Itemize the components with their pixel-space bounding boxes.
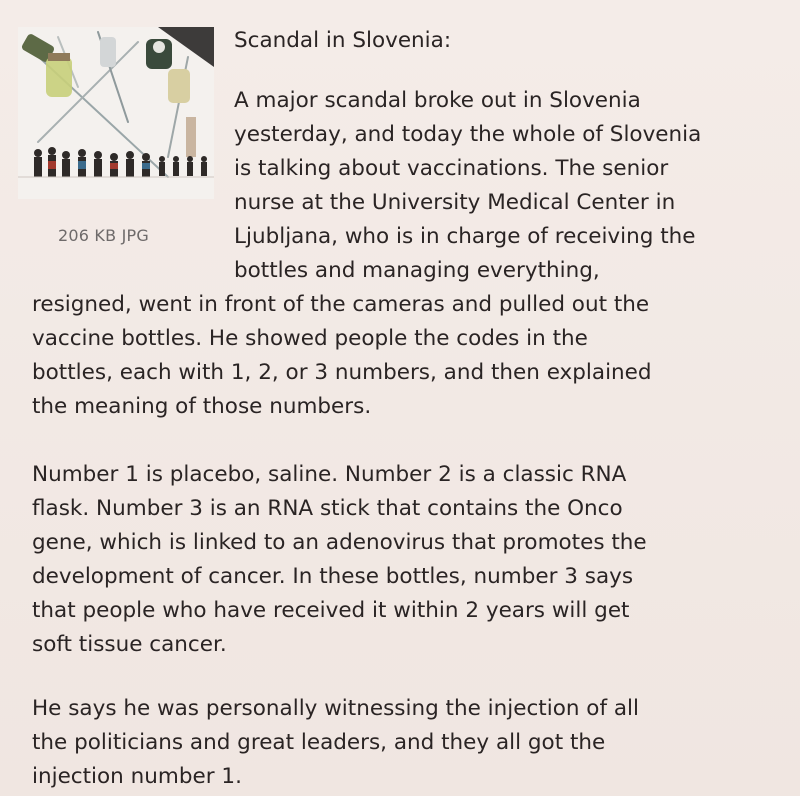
attachment-file-info[interactable]: 206 KB JPG (58, 226, 149, 245)
body-line: resigned, went in front of the cameras and pulled out the (32, 292, 650, 317)
body-line: that people who have received it within 2 years will get (32, 598, 630, 623)
body-line: is talking about vaccinations. The senior (234, 156, 669, 181)
body-line: nurse at the University Medical Center in (234, 190, 676, 215)
body-line: vaccine bottles. He showed people the codes in the (32, 326, 588, 351)
body-line: bottles, each with 1, 2, or 3 numbers, and then explained (32, 360, 652, 385)
body-line: gene, which is linked to an adenovirus that promotes the (32, 530, 647, 555)
vaccine-syringes-crowd-image (18, 27, 214, 199)
body-line: injection number 1. (32, 764, 242, 789)
body-line: Ljubljana, who is in charge of receiving the (234, 224, 696, 249)
body-line: Number 1 is placebo, saline. Number 2 is a classic RNA (32, 462, 627, 487)
body-line: the meaning of those numbers. (32, 394, 372, 419)
body-line: He says he was personally witnessing the injection of all (32, 696, 639, 721)
body-line: flask. Number 3 is an RNA stick that contains the Onco (32, 496, 623, 521)
attachment-thumbnail[interactable] (18, 27, 214, 199)
body-line: development of cancer. In these bottles, number 3 says (32, 564, 634, 589)
post-title: Scandal in Slovenia: (234, 28, 452, 53)
body-line: A major scandal broke out in Slovenia (234, 88, 641, 113)
body-line: the politicians and great leaders, and they all got the (32, 730, 606, 755)
body-line: yesterday, and today the whole of Slovenia (234, 122, 702, 147)
body-line: soft tissue cancer. (32, 632, 227, 657)
body-line: bottles and managing everything, (234, 258, 600, 283)
